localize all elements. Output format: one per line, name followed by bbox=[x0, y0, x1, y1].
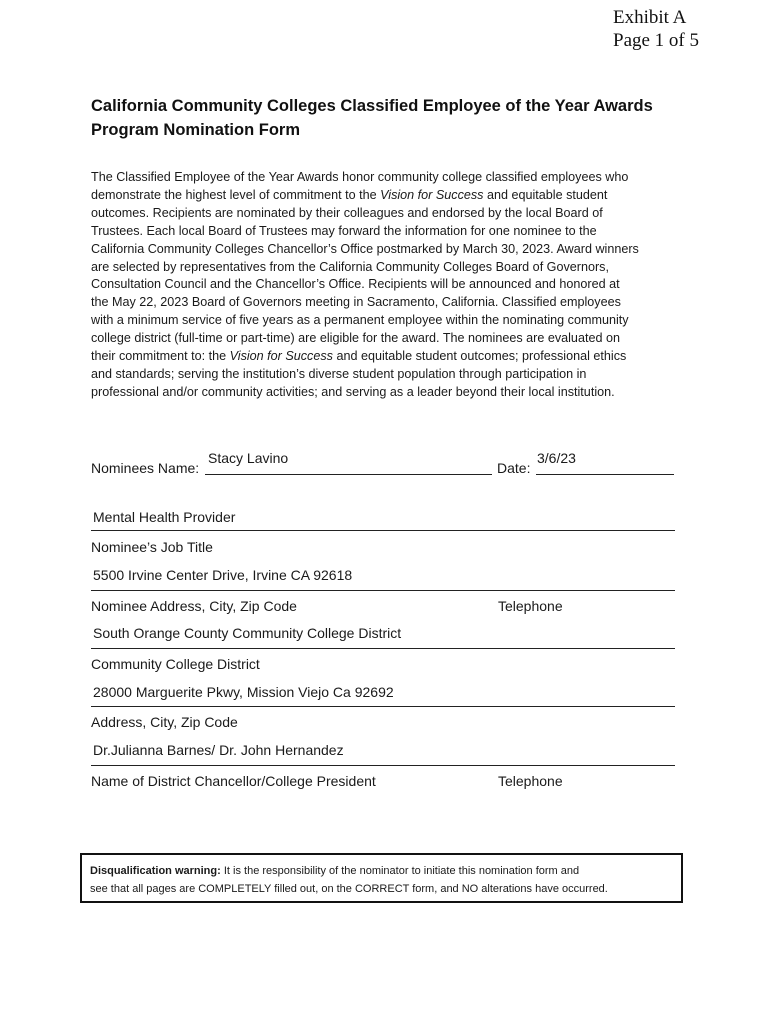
intro-line-part: and equitable student outcomes; professional ethics bbox=[332, 349, 627, 364]
date-label: Date: bbox=[497, 460, 531, 476]
nominee-name-label: Nominees Name: bbox=[91, 460, 200, 476]
nominee-address-label: Nominee Address, City, Zip Code bbox=[91, 598, 297, 614]
date-underline bbox=[536, 474, 674, 475]
intro-line: California Community Colleges Chancellor’s Office postmarked by March 30, 2023. Award winners bbox=[91, 241, 639, 256]
nominee-name-underline bbox=[205, 474, 492, 475]
intro-line: Trustees. Each local Board of Trustees may forward the information for one nominee to the bbox=[91, 223, 597, 238]
chancellor-telephone-label: Telephone bbox=[498, 773, 563, 789]
district-field[interactable]: South Orange County Community College District bbox=[93, 625, 402, 641]
title-line-1: California Community Colleges Classified Employee of the Year Awards bbox=[91, 97, 653, 115]
intro-line: are selected by representatives from the California Community Colleges Board of Governors, bbox=[91, 259, 609, 274]
intro-italic: Vision for Success bbox=[229, 349, 333, 364]
warning-line-1 bbox=[90, 862, 673, 880]
intro-paragraph bbox=[91, 169, 696, 402]
job-title-field[interactable]: Mental Health Provider bbox=[93, 509, 236, 525]
nominee-telephone-label: Telephone bbox=[498, 598, 563, 614]
form-title bbox=[91, 94, 691, 142]
district-address-underline bbox=[91, 706, 675, 707]
intro-line: college district (full-time or part-time) are eligible for the award. The nominees are evaluated on bbox=[91, 331, 620, 346]
intro-line: the May 22, 2023 Board of Governors meeting in Sacramento, California. Classified employees bbox=[91, 295, 621, 310]
chancellor-underline bbox=[91, 765, 675, 766]
district-address-label: Address, City, Zip Code bbox=[91, 714, 238, 730]
intro-line bbox=[91, 187, 696, 205]
exhibit-label: Exhibit A bbox=[613, 7, 687, 28]
chancellor-field[interactable]: Dr.Julianna Barnes/ Dr. John Hernandez bbox=[93, 742, 344, 758]
job-title-label: Nominee’s Job Title bbox=[91, 539, 213, 555]
intro-line-part: their commitment to: the bbox=[91, 349, 230, 364]
chancellor-label: Name of District Chancellor/College President bbox=[91, 773, 376, 789]
page-number: Page 1 of 5 bbox=[613, 30, 700, 51]
disqualification-warning-box bbox=[80, 853, 683, 903]
job-title-underline bbox=[91, 530, 675, 531]
exhibit-header bbox=[613, 6, 699, 52]
intro-line: professional and/or community activities; and serving as a leader beyond their local institution. bbox=[91, 384, 615, 399]
intro-line: The Classified Employee of the Year Awards honor community college classified employees who bbox=[91, 170, 629, 184]
title-line-2: Program Nomination Form bbox=[91, 121, 301, 139]
district-underline bbox=[91, 648, 675, 649]
intro-line-part: demonstrate the highest level of commitment to the bbox=[91, 187, 381, 202]
intro-line-part: and equitable student bbox=[483, 187, 608, 202]
intro-line: with a minimum service of five years as a permanent employee within the nominating community bbox=[91, 313, 629, 328]
intro-line: and standards; serving the institution’s diverse student population through participation in bbox=[91, 366, 587, 381]
nominee-address-field[interactable]: 5500 Irvine Center Drive, Irvine CA 92618 bbox=[93, 567, 353, 583]
intro-italic: Vision for Success bbox=[380, 187, 484, 202]
intro-line bbox=[91, 348, 696, 366]
district-address-field[interactable]: 28000 Marguerite Pkwy, Mission Viejo Ca 92692 bbox=[93, 684, 394, 700]
nominee-address-underline bbox=[91, 590, 675, 591]
nominee-name-field[interactable]: Stacy Lavino bbox=[208, 450, 289, 466]
intro-line: Consultation Council and the Chancellor’s Office. Recipients will be announced and honored at bbox=[91, 277, 620, 292]
date-field[interactable]: 3/6/23 bbox=[537, 450, 576, 466]
warning-text-2: see that all pages are COMPLETELY filled out, on the CORRECT form, and NO alterations have occurred. bbox=[90, 883, 608, 895]
district-label: Community College District bbox=[91, 656, 260, 672]
intro-line: outcomes. Recipients are nominated by their colleagues and endorsed by the local Board of bbox=[91, 205, 603, 220]
warning-heading: Disqualification warning: bbox=[90, 865, 221, 877]
warning-text-1: It is the responsibility of the nominator to initiate this nomination form and bbox=[223, 865, 580, 877]
